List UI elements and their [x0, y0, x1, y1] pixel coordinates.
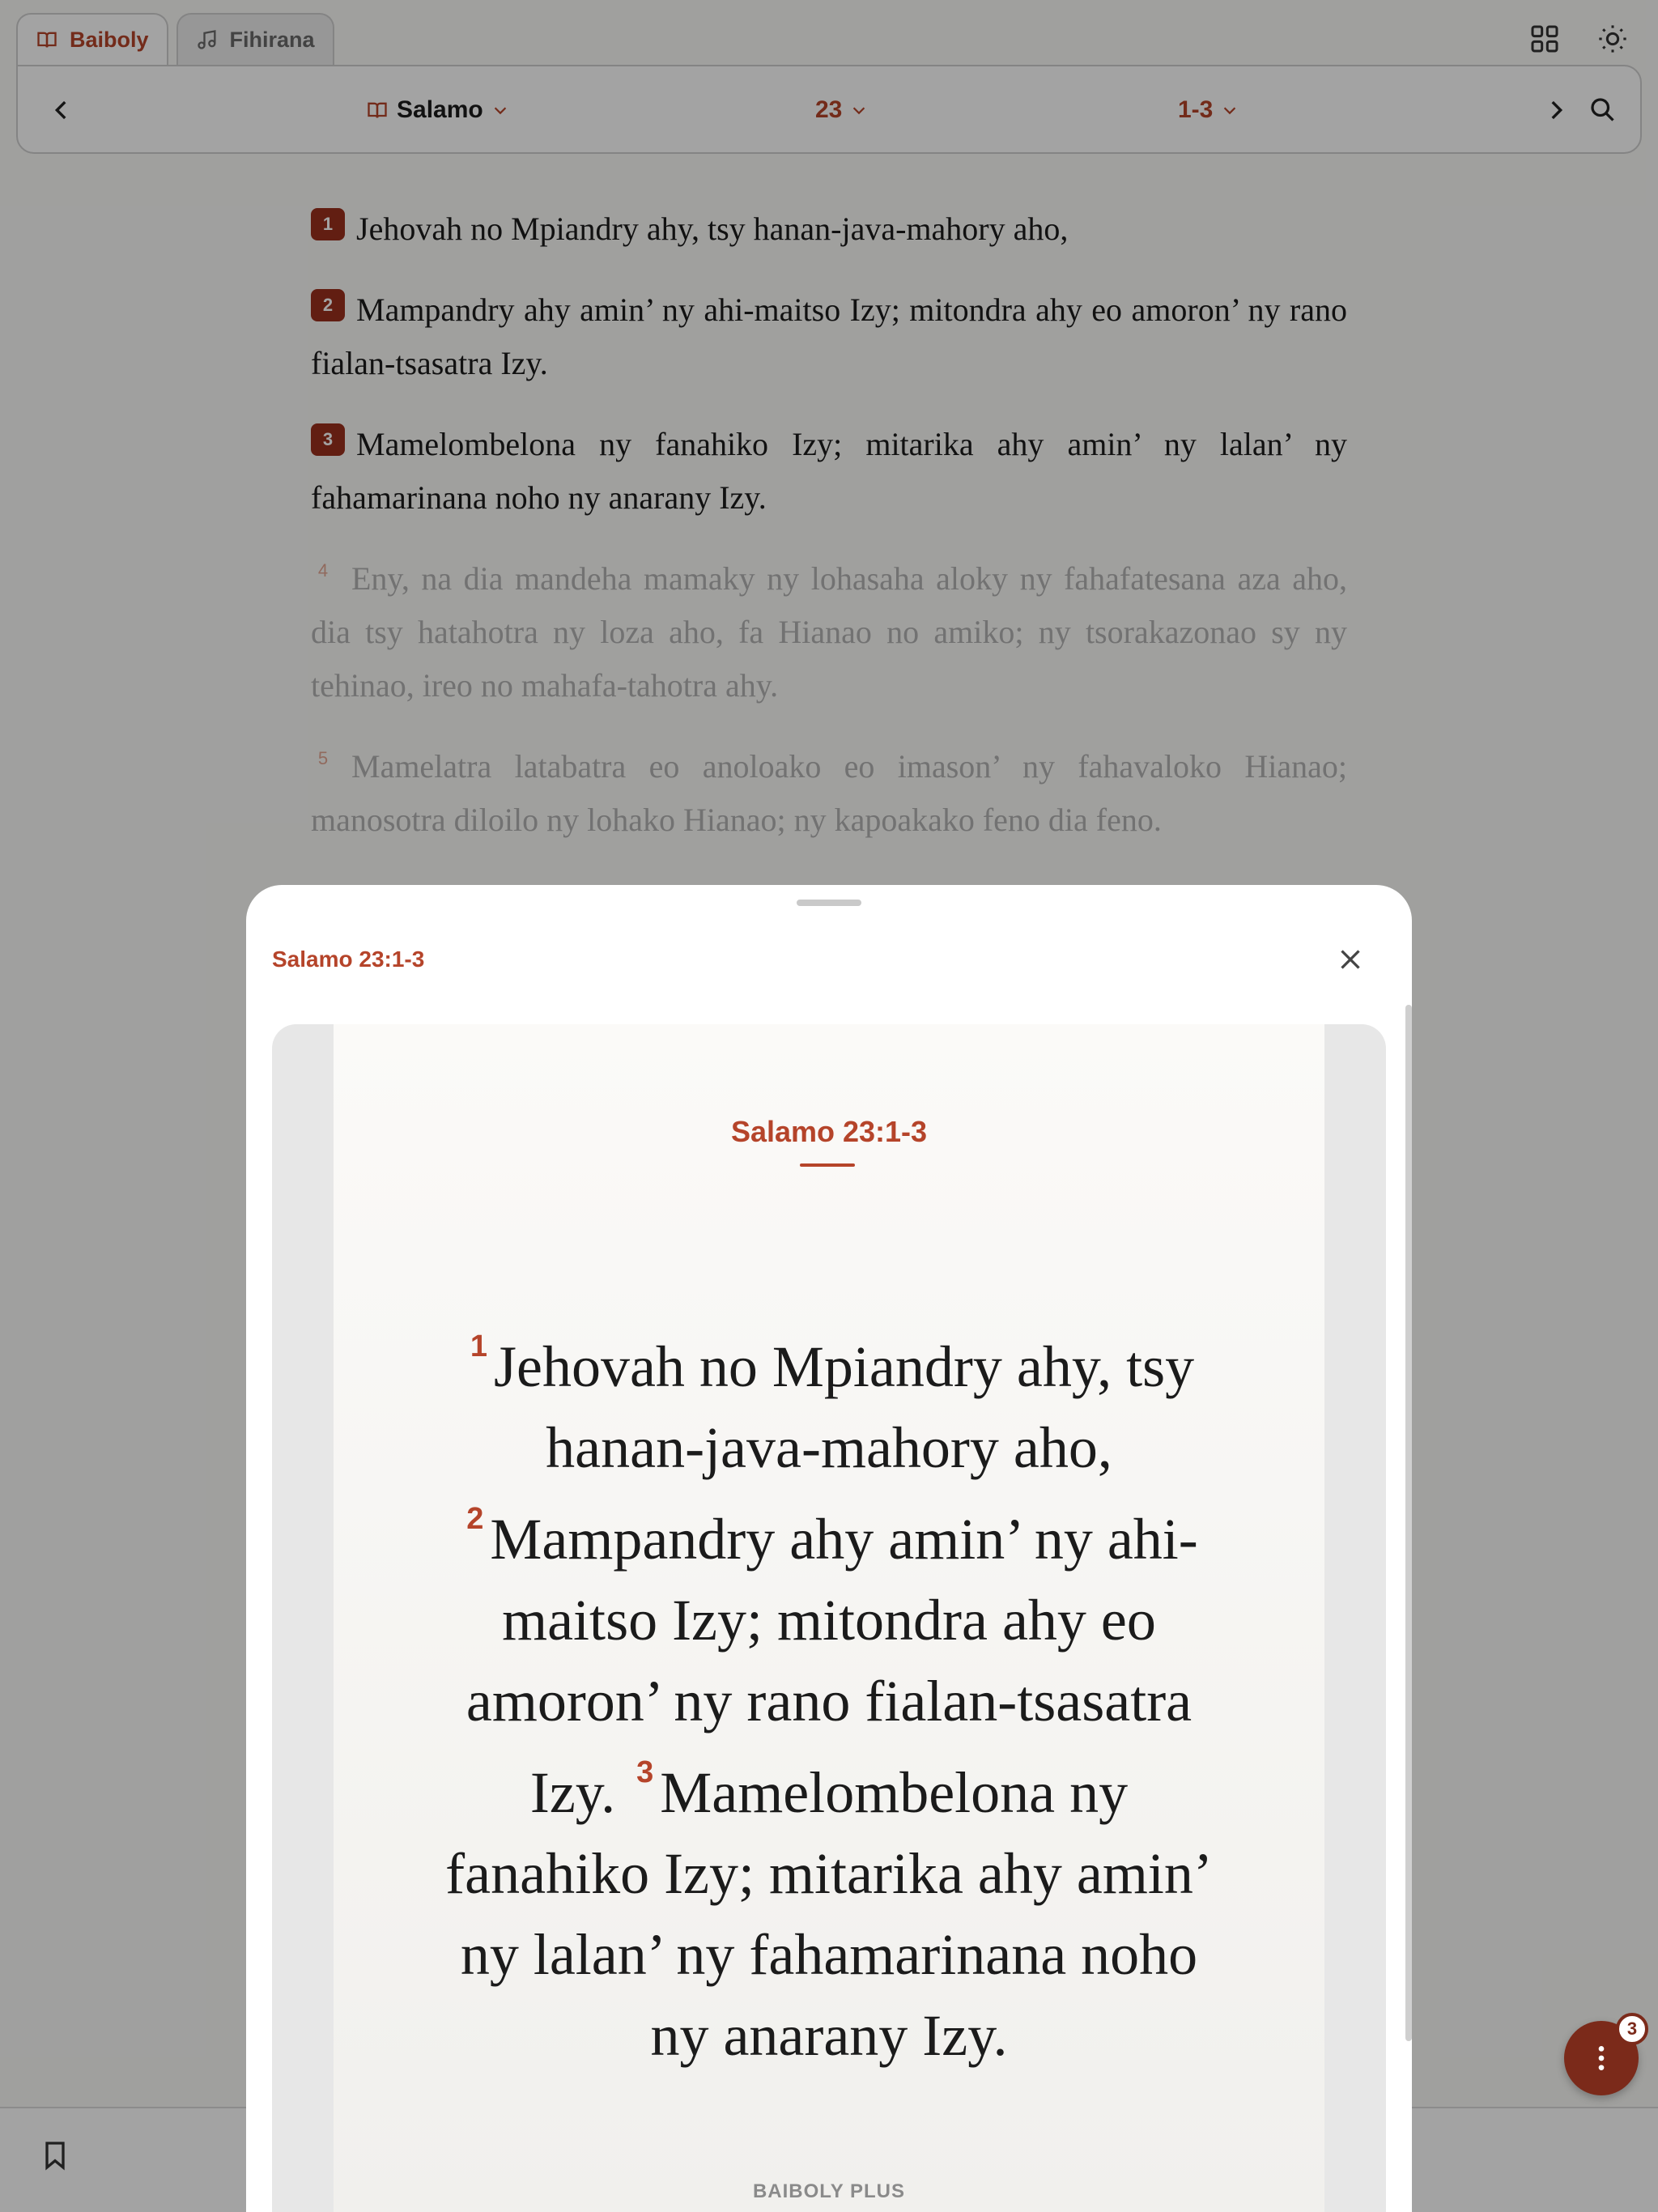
- verse-text: Mamelatra latabatra eo anoloako eo imason’ ny fahavaloko Hianao; manosotra diloilo ny lohako Hianao; ny kapoakako feno dia feno.: [311, 748, 1347, 838]
- sheet-drag-handle[interactable]: [797, 900, 861, 906]
- verse-text: Eny, na dia mandeha mamaky ny lohasaha aloky ny fahafatesana aza aho, dia tsy hatahotra ny loza aho, fa Hianao no amiko; ny tsorakazonao sy ny tehinao, ireo no mahafa-tahotra ahy.: [311, 560, 1347, 704]
- verse-number: 1: [311, 208, 345, 240]
- verse-text: Mampandry ahy amin’ ny ahi-maitso Izy; mitondra ahy eo amoron’ ny rano fialan-tsasatra Izy.: [311, 291, 1347, 381]
- verse-text: Jehovah no Mpiandry ahy, tsy hanan-java-mahory aho,: [356, 211, 1069, 247]
- verse-image-preview: [272, 1024, 1386, 2212]
- sheet-scrollbar[interactable]: [1405, 1005, 1412, 2041]
- verse-number: 3: [636, 1755, 654, 1789]
- tab-label: Baiboly: [70, 27, 149, 52]
- close-icon: [1336, 945, 1365, 974]
- card-divider: [800, 1163, 855, 1167]
- card-verse-text: [439, 1316, 1219, 2076]
- verse-number: 3: [311, 423, 345, 456]
- tab-label: Fihirana: [229, 27, 315, 52]
- verse-range: 1-3: [1178, 96, 1214, 123]
- verse-text: Jehovah no Mpiandry ahy, tsy hanan-java-mahory aho,: [493, 1334, 1195, 1480]
- more-vertical-icon: [1585, 2042, 1618, 2074]
- sheet-title: Salamo 23:1-3: [272, 946, 425, 972]
- actions-fab[interactable]: [1564, 2018, 1639, 2095]
- card-title: Salamo 23:1-3: [730, 1115, 928, 1148]
- verse-text: Mamelombelona ny fanahiko Izy; mitarika ahy amin’ ny lalan’ ny fahamarinana noho ny anarany Izy.: [311, 426, 1347, 516]
- verse-text: Mampandry ahy amin’ ny ahi-maitso Izy; mitondra ahy eo amoron’ ny rano fialan-tsasatra Izy.: [466, 1507, 1198, 1825]
- verse-card: [334, 1024, 1324, 2212]
- verse-number: 5: [317, 748, 329, 768]
- chapter-number: 23: [815, 96, 843, 123]
- share-sheet: [246, 885, 1412, 2212]
- selection-count-badge: 3: [1616, 2013, 1648, 2045]
- book-name: Salamo: [397, 96, 483, 123]
- verse-number: 1: [470, 1329, 487, 1363]
- verse-number: 2: [466, 1502, 484, 1536]
- card-watermark: BAIBOLY PLUS: [752, 2180, 906, 2202]
- verse-number: 2: [311, 289, 345, 321]
- verse-number: 4: [317, 560, 329, 581]
- verse-text: Mamelombelona ny fanahiko Izy; mitarika ahy amin’ ny lalan’ ny fahamarinana noho ny anarany Izy.: [445, 1760, 1213, 2068]
- close-button[interactable]: [1333, 942, 1368, 977]
